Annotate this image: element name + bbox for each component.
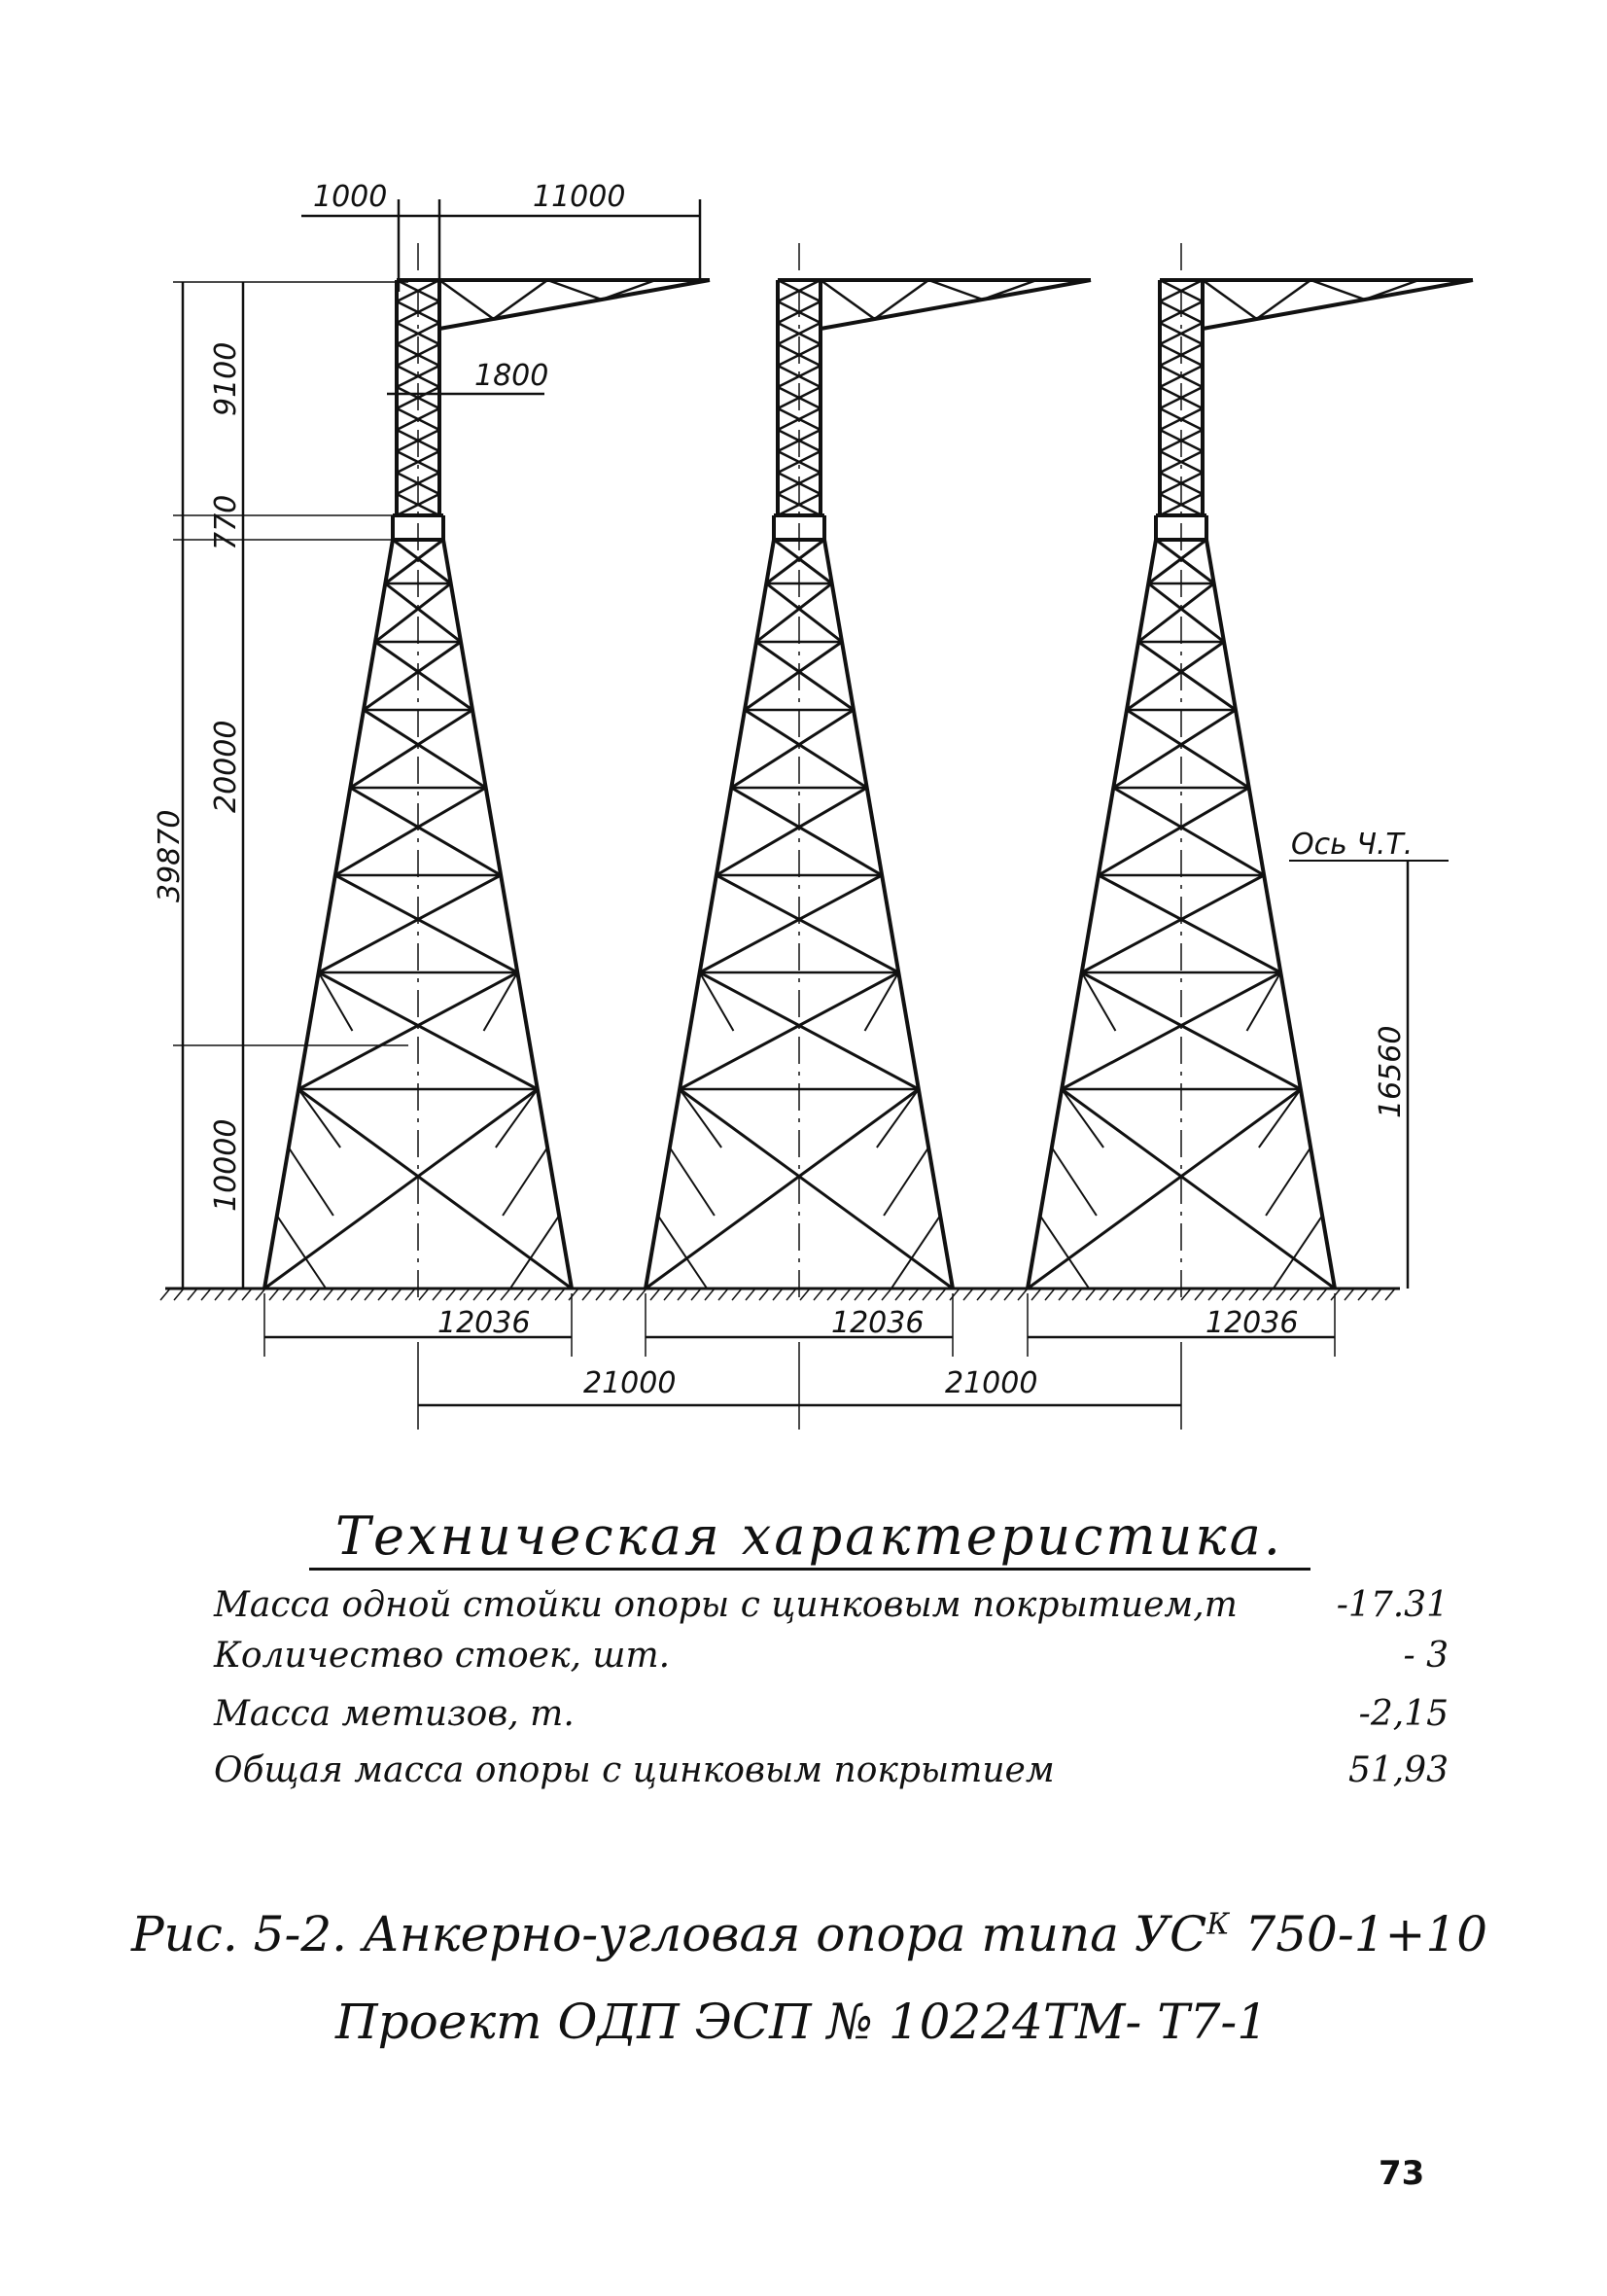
ground-hatch <box>528 1289 538 1300</box>
ground-hatch <box>800 1289 810 1300</box>
dim-axis-label: Ось Ч.Т. <box>1291 828 1414 862</box>
ground-hatch <box>201 1289 211 1300</box>
tower-1-sub-brace <box>503 1148 547 1216</box>
ground-hatch <box>827 1289 837 1300</box>
tower-2-x-brace <box>731 788 882 875</box>
ground-hatch <box>1168 1289 1177 1300</box>
tech-row-1-value: -17.31 <box>1336 1585 1449 1625</box>
ground-hatch <box>691 1289 701 1300</box>
tower-1-x-brace <box>319 875 501 972</box>
dim-top-left-offset: 1000 <box>313 180 388 214</box>
dim-mid-section-height: 20000 <box>209 720 243 813</box>
tower-2-sub-brace <box>877 1089 919 1148</box>
tower-1-x-brace <box>375 642 472 710</box>
tower-3-x-brace <box>1127 642 1224 710</box>
dim-spacing-2: 21000 <box>945 1366 1038 1400</box>
ground-hatch <box>514 1289 524 1300</box>
page-number: 73 <box>1379 2154 1425 2193</box>
ground-hatch <box>215 1289 225 1300</box>
dim-spacing-1: 21000 <box>583 1366 677 1400</box>
ground-hatch <box>705 1289 715 1300</box>
tower-2-crossarm-brace <box>821 280 875 319</box>
tower-3-x-brace <box>1082 875 1264 972</box>
ground-hatch <box>895 1289 905 1300</box>
ground-hatch <box>569 1289 578 1300</box>
tower-3-sub-brace <box>1052 1148 1097 1216</box>
tower-3-sub-brace <box>1274 1216 1322 1289</box>
tower-1-x-brace <box>335 875 517 972</box>
ground-hatch <box>242 1289 252 1300</box>
ground-hatch <box>1140 1289 1150 1300</box>
tech-title-underline <box>309 1568 1310 1571</box>
tower-3-right-leg <box>1206 540 1335 1289</box>
ground-hatch <box>460 1289 470 1300</box>
tower-1-sub-brace <box>277 1216 326 1289</box>
ground-hatch <box>160 1289 170 1300</box>
tower-3-x-brace <box>1138 583 1214 642</box>
ground-hatch <box>1249 1289 1259 1300</box>
tower-2-sub-brace <box>658 1216 707 1289</box>
ground-hatch <box>310 1289 320 1300</box>
ground-hatch <box>936 1289 946 1300</box>
ground-hatch <box>392 1289 402 1300</box>
tech-title: Техническая характеристика. <box>335 1505 1283 1567</box>
ground-hatch <box>732 1289 742 1300</box>
ground-hatch <box>487 1289 497 1300</box>
tech-row-3-value: -2,15 <box>1358 1694 1449 1734</box>
ground-hatch <box>1358 1289 1368 1300</box>
tower-3-sub-brace <box>1040 1216 1089 1289</box>
tower-1-x-brace <box>364 710 486 788</box>
ground-hatch <box>923 1289 932 1300</box>
ground-hatch <box>991 1289 1000 1300</box>
ground-hatch <box>950 1289 960 1300</box>
tower-3-x-brace <box>1127 710 1249 788</box>
ground-hatch <box>664 1289 674 1300</box>
tower-1-sub-brace <box>510 1216 559 1289</box>
tower-1-sub-brace <box>289 1148 333 1216</box>
tower-2-x-brace <box>756 583 832 642</box>
tech-row-2-value: - 3 <box>1403 1636 1449 1676</box>
ground-hatch <box>1018 1289 1028 1300</box>
tower-1-x-brace <box>385 540 443 583</box>
tower-1-x-brace <box>350 710 472 788</box>
tower-3-x-brace <box>1156 540 1214 583</box>
caption-line-1-tail: 750-1+10 <box>1229 1906 1488 1962</box>
tower-2-crossarm-bottom <box>821 280 1091 329</box>
tech-row-1-label: Масса одной стойки опоры с цинковым покрытием,т <box>214 1585 1238 1625</box>
ground-hatch <box>1263 1289 1273 1300</box>
tower-2-x-brace <box>716 788 867 875</box>
ground-hatch <box>1072 1289 1082 1300</box>
tech-row-2-label: Количество стоек, шт. <box>214 1636 671 1676</box>
dim-crossarm-length: 11000 <box>533 180 626 214</box>
tower-2-right-leg <box>824 540 953 1289</box>
ground-hatch <box>1276 1289 1286 1300</box>
tower-3-crossarm-bottom <box>1203 280 1473 329</box>
caption-line-1-text: Рис. 5-2. Анкерно-угловая опора типа УС <box>131 1906 1207 1962</box>
dim-head-width: 1800 <box>474 359 549 393</box>
figure-caption-line-1 <box>131 1906 1487 1962</box>
ground-hatch <box>841 1289 851 1300</box>
ground-hatch <box>419 1289 429 1300</box>
ground-hatch <box>882 1289 891 1300</box>
tower-3-sub-brace <box>1259 1089 1301 1148</box>
tower-2-sub-brace <box>884 1148 928 1216</box>
ground-hatch <box>786 1289 796 1300</box>
ground-hatch <box>541 1289 551 1300</box>
tower-3-crossarm-brace <box>1203 280 1257 319</box>
tower-2 <box>646 243 1091 1303</box>
ground-hatch <box>623 1289 633 1300</box>
ground-hatch <box>746 1289 755 1300</box>
ground-hatch <box>433 1289 442 1300</box>
ground-hatch <box>1236 1289 1245 1300</box>
tower-3-x-brace <box>1113 788 1264 875</box>
tower-2-x-brace <box>766 583 842 642</box>
ground-hatch <box>678 1289 687 1300</box>
ground-hatch <box>650 1289 660 1300</box>
ground-hatch <box>1385 1289 1395 1300</box>
ground-hatch <box>1031 1289 1041 1300</box>
ground-hatch <box>324 1289 333 1300</box>
ground-hatch <box>855 1289 864 1300</box>
tower-1 <box>264 243 710 1303</box>
tower-2-sub-brace <box>680 1089 721 1148</box>
figure-caption-line-2: Проект ОДП ЭСП № 10224ТМ- Т7-1 <box>335 1994 1269 2050</box>
dim-total-height: 39870 <box>153 809 187 902</box>
ground-hatch <box>1304 1289 1313 1300</box>
tower-2-x-brace <box>700 875 882 972</box>
ground-hatch <box>582 1289 592 1300</box>
ground-hatch <box>977 1289 987 1300</box>
ground-hatch <box>405 1289 415 1300</box>
ground-hatch <box>501 1289 510 1300</box>
tower-1-crossarm-bottom <box>439 280 710 329</box>
tower-3-left-leg <box>1028 540 1156 1289</box>
tech-row-4-label: Общая масса опоры с цинковым покрытием <box>214 1750 1055 1790</box>
tower-3-crossarm-brace <box>1310 280 1365 300</box>
ground-hatch <box>1208 1289 1218 1300</box>
dim-base-width-3: 12036 <box>1205 1306 1299 1340</box>
ground-hatch <box>1045 1289 1055 1300</box>
tower-3-x-brace <box>1148 583 1224 642</box>
tower-3-sub-brace <box>1062 1089 1103 1148</box>
tower-2-left-leg <box>646 540 774 1289</box>
ground-hatch <box>188 1289 197 1300</box>
tower-3-sub-brace <box>1266 1148 1310 1216</box>
ground-hatch <box>773 1289 783 1300</box>
towers-group <box>264 243 1473 1303</box>
ground-hatch <box>1004 1289 1014 1300</box>
tower-2-sub-brace <box>670 1148 715 1216</box>
tech-row-3-label: Масса метизов, т. <box>214 1694 575 1734</box>
tower-3 <box>1028 243 1473 1303</box>
ground-hatch <box>1181 1289 1191 1300</box>
tower-2-sub-brace <box>891 1216 940 1289</box>
ground-hatch <box>378 1289 388 1300</box>
tower-2-x-brace <box>745 642 842 710</box>
ground-hatch <box>718 1289 728 1300</box>
ground-hatch <box>365 1289 374 1300</box>
ground-hatch <box>1290 1289 1300 1300</box>
ground-hatch <box>1100 1289 1109 1300</box>
ground-hatch <box>1113 1289 1123 1300</box>
tower-1-x-brace <box>335 788 486 875</box>
ground-hatch <box>759 1289 769 1300</box>
ground-hatch <box>297 1289 306 1300</box>
tower-1-x-brace <box>350 788 501 875</box>
ground-hatch <box>283 1289 293 1300</box>
tower-3-x-brace <box>1148 540 1206 583</box>
tower-1-x-brace <box>364 642 461 710</box>
dim-transition-height: 770 <box>209 494 243 550</box>
tower-3-x-brace <box>1099 788 1249 875</box>
caption-line-1-sup: К <box>1206 1907 1230 1942</box>
tower-2-x-brace <box>774 540 832 583</box>
ground-hatch <box>1222 1289 1232 1300</box>
dim-axis-height: 16560 <box>1374 1025 1408 1118</box>
ground-hatch <box>868 1289 878 1300</box>
ground-hatch <box>1195 1289 1205 1300</box>
ground-hatch <box>446 1289 456 1300</box>
ground-hatch <box>1317 1289 1327 1300</box>
ground-hatch <box>337 1289 347 1300</box>
ground-hatch <box>228 1289 238 1300</box>
tower-1-sub-brace <box>298 1089 340 1148</box>
ground-hatch <box>1154 1289 1164 1300</box>
tower-1-x-brace <box>385 583 461 642</box>
tower-1-crossarm-brace <box>439 280 494 319</box>
tower-2-x-brace <box>756 642 854 710</box>
tech-row-4-value: 51,93 <box>1347 1750 1449 1790</box>
ground-hatch <box>174 1289 184 1300</box>
ground-hatch <box>596 1289 606 1300</box>
dim-base-section-height: 10000 <box>209 1118 243 1212</box>
ground-hatch <box>1345 1289 1354 1300</box>
tower-2-x-brace <box>766 540 824 583</box>
ground-hatch <box>909 1289 919 1300</box>
tower-1-x-brace <box>375 583 451 642</box>
ground-hatch <box>555 1289 565 1300</box>
ground-hatch <box>963 1289 973 1300</box>
tower-1-right-leg <box>443 540 572 1289</box>
ground-hatch <box>610 1289 619 1300</box>
tower-2-x-brace <box>745 710 867 788</box>
ground-hatch <box>1059 1289 1068 1300</box>
ground-hatch <box>473 1289 483 1300</box>
ground-hatch <box>1372 1289 1381 1300</box>
tower-1-crossarm-brace <box>547 280 602 300</box>
tower-3-x-brace <box>1138 642 1236 710</box>
tower-2-x-brace <box>731 710 854 788</box>
ground-hatch <box>814 1289 823 1300</box>
tower-3-x-brace <box>1099 875 1280 972</box>
tower-1-x-brace <box>393 540 451 583</box>
tower-2-crossarm-brace <box>928 280 983 300</box>
tower-3-x-brace <box>1113 710 1236 788</box>
ground-hatch <box>1127 1289 1136 1300</box>
dim-head-height: 9100 <box>209 341 243 416</box>
ground-hatch <box>269 1289 279 1300</box>
tower-2-x-brace <box>716 875 898 972</box>
ground-hatch <box>351 1289 361 1300</box>
ground-hatch <box>1331 1289 1341 1300</box>
dim-base-width-2: 12036 <box>831 1306 925 1340</box>
ground-hatch <box>1086 1289 1096 1300</box>
dim-base-width-1: 12036 <box>437 1306 531 1340</box>
tower-1-left-leg <box>264 540 393 1289</box>
tower-1-sub-brace <box>496 1089 538 1148</box>
